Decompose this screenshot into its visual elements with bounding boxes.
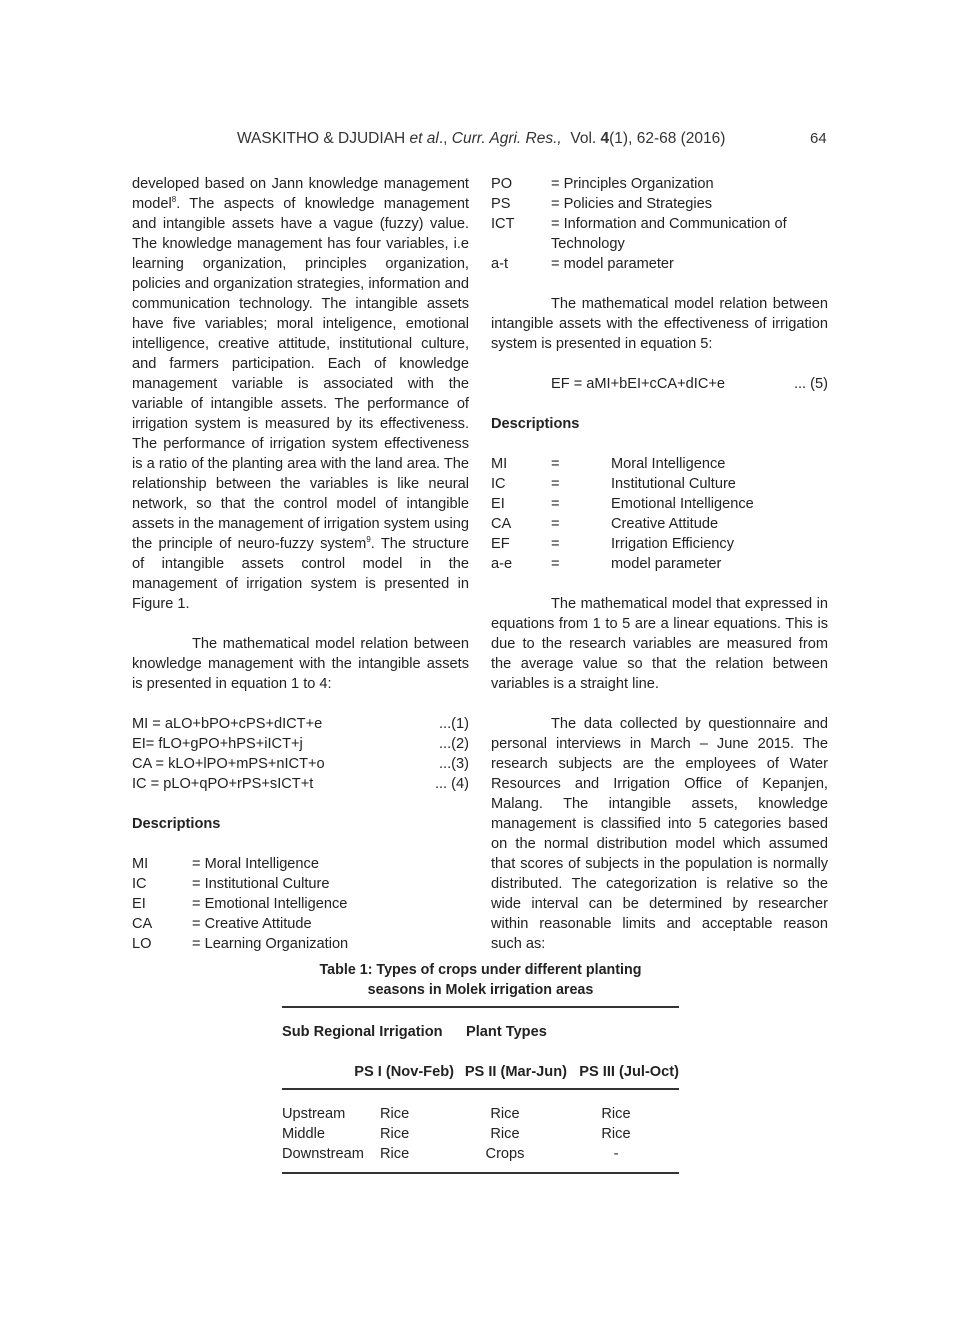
definition-row (491, 454, 828, 474)
table-row (282, 1144, 679, 1164)
left-column (132, 174, 469, 954)
definition-abbr: CA (491, 516, 512, 532)
definition-abbr: MI (132, 856, 149, 872)
table-row (282, 1124, 679, 1144)
crop-types-table (282, 960, 679, 1174)
table-row (282, 1104, 679, 1124)
definition-text: = Principles Organization (551, 176, 714, 192)
table-cell: Rice (380, 1126, 410, 1142)
table-caption (282, 960, 679, 1000)
table-caption-line-2: seasons in Molek irrigation areas (367, 982, 594, 998)
definition-text: = Learning Organization (192, 936, 349, 952)
equation-4 (132, 774, 469, 794)
left-paragraph-2: The mathematical model relation between knowledge management with the intangible assets is presented in equation 1 to 4: (132, 636, 469, 692)
definition-abbr: PS (491, 196, 511, 212)
definition-equals: = (551, 516, 560, 532)
table-cell-region: Middle (282, 1126, 325, 1142)
table-cell: Rice (380, 1146, 410, 1162)
header-journal: Curr. Agri. Res., (451, 130, 562, 147)
definition-row (132, 874, 469, 894)
definition-row (491, 494, 828, 514)
right-paragraph-2: The mathematical model that expressed in equations from 1 to 5 are a linear equations. This is due to the research variables are measured from the average value so that the relation between variables is a straight line. (491, 596, 828, 692)
definition-abbr: LO (132, 936, 152, 952)
header-vol-num: 4 (600, 130, 610, 147)
left-para1-text-b: . The aspects of knowledge management and intangible assets have a vague (fuzzy) value. The knowledge management has four variables, i.e learning organization, principles organization, policies and organization strategies, information and communication technology. The intangible assets have five variables; moral inteligence, emotional intelligence, creative attitude, institutional culture, and farmers participation. Each of knowledge management variable is associated with the variable of intangible assets. The performance of irrigation system is measured by its effectiveness. The performance of irrigation system effectiveness is a ratio of the planting area with the land area. The relationship between the variables is like neural network, so that the control model of intangible assets in the management of irrigation system using the principle of neuro-fuzzy system (132, 196, 469, 552)
equation-1 (132, 714, 469, 734)
definition-equals: = (551, 496, 560, 512)
header-vol-prefix: Vol. (570, 130, 597, 147)
equation-expr: EF = aMI+bEI+cCA+dIC+e (551, 376, 725, 392)
definition-abbr: EI (491, 496, 505, 512)
definition-text: = Moral Intelligence (192, 856, 319, 872)
table-subheader-ps3: PS III (Jul-Oct) (579, 1064, 679, 1080)
definition-abbr: MI (491, 456, 508, 472)
definition-row (491, 174, 828, 194)
definition-abbr: ICT (491, 216, 515, 232)
equation-number: ... (4) (434, 776, 469, 792)
definition-abbr: EF (491, 536, 510, 552)
equation-5 (491, 374, 828, 394)
definition-equals: = (551, 556, 560, 572)
table-cell: Rice (490, 1106, 520, 1122)
definition-row (491, 554, 828, 574)
equation-expr: IC = pLO+qPO+rPS+sICT+t (132, 776, 314, 792)
definition-row (132, 914, 469, 934)
equation-expr: EI= fLO+gPO+hPS+iICT+j (132, 736, 303, 752)
right-paragraph-3: The data collected by questionnaire and personal interviews in March – June 2015. The research subjects are the employees of Water Resources and Irrigation Office of Kepanjen, Malang. The intangible assets, knowledge management is classified into 5 categories based on the normal distribution model which assumed that scores of subjects in the population is normally distributed. The categorization is relative so the wide interval can be determined by researcher within reasonable limits and acceptable reason such as: (491, 716, 828, 952)
definition-text: Institutional Culture (611, 476, 736, 492)
definition-row (491, 534, 828, 554)
left-para1-text-c: . The structure of intangible assets control model in the management of irrigation system is presented in Figure 1. (132, 536, 469, 612)
definition-row (132, 934, 469, 954)
equation-list (132, 714, 469, 794)
definition-list (132, 854, 469, 954)
definition-row (491, 254, 828, 274)
definition-text: Creative Attitude (611, 516, 719, 532)
table-cell: - (613, 1146, 619, 1162)
running-title: WASKITHO & DJUDIAH et al., Curr. Agri. Res., Vol. 4(1), 62-68 (2016) (237, 130, 726, 147)
reference-8: 8 (171, 195, 177, 205)
table-cell: Rice (601, 1106, 631, 1122)
left-paragraph-1 (132, 174, 469, 614)
page-number: 64 (810, 130, 827, 147)
definition-text: = Institutional Culture (192, 876, 330, 892)
definition-abbr: EI (132, 896, 146, 912)
descriptions-heading: Descriptions (132, 816, 221, 832)
definition-text: Emotional Intelligence (611, 496, 754, 512)
reference-9: 9 (366, 535, 371, 545)
table-subheader-row (282, 1062, 679, 1082)
table-subheader-ps2: PS II (Mar-Jun) (464, 1064, 567, 1080)
table-header-region: Sub Regional Irrigation (282, 1024, 443, 1040)
definition-text: = Policies and Strategies (551, 196, 713, 212)
left-para1-text-a: developed based on Jann knowledge management model (132, 176, 469, 212)
table-cell-region: Downstream (282, 1146, 364, 1162)
running-header (0, 129, 960, 151)
right-column (491, 174, 828, 954)
table-cell-region: Upstream (282, 1106, 346, 1122)
table-caption-line-1: Table 1: Types of crops under different planting (319, 962, 642, 978)
equation-number: ...(1) (439, 716, 469, 732)
definition-text: = Emotional Intelligence (192, 896, 348, 912)
definition-row (491, 214, 828, 254)
definition-row (491, 474, 828, 494)
header-vol-rest: (1), 62-68 (2016) (609, 130, 726, 147)
definition-row (491, 514, 828, 534)
table-bottom-rule (282, 1172, 679, 1174)
definition-equals: = (551, 476, 560, 492)
table-header-row (282, 1022, 679, 1042)
definition-abbr: a-t (491, 256, 509, 272)
definition-abbr: a-e (491, 556, 513, 572)
right-paragraph-1: The mathematical model relation between intangible assets with the effectiveness of irrigation system is presented in equation 5: (491, 296, 828, 352)
table-cell: Rice (380, 1106, 410, 1122)
equation-number: ...(3) (439, 756, 469, 772)
definition-list-top (491, 174, 828, 274)
definition-text: = Information and Communication of Technology (551, 216, 787, 252)
equation-number: ... (5) (793, 376, 828, 392)
equation-expr: CA = kLO+lPO+mPS+nICT+o (132, 756, 325, 772)
definition-row (132, 854, 469, 874)
definition-abbr: IC (491, 476, 506, 492)
definition-row (491, 194, 828, 214)
definition-equals: = (551, 536, 560, 552)
definition-text: model parameter (611, 556, 722, 572)
equation-2 (132, 734, 469, 754)
equation-number: ...(2) (439, 736, 469, 752)
table-cell: Rice (601, 1126, 631, 1142)
table-subheader-ps1: PS I (Nov-Feb) (354, 1064, 454, 1080)
definition-text: Moral Intelligence (611, 456, 726, 472)
table-cell: Crops (485, 1146, 525, 1162)
descriptions-heading: Descriptions (491, 416, 580, 432)
definition-text: Irrigation Efficiency (611, 536, 735, 552)
definition-list (491, 454, 828, 574)
equation-3 (132, 754, 469, 774)
header-authors: WASKITHO & DJUDIAH (237, 130, 406, 147)
definition-equals: = (551, 456, 560, 472)
definition-abbr: IC (132, 876, 147, 892)
table-header-plant-types: Plant Types (466, 1024, 547, 1040)
header-etal: et al (409, 130, 439, 147)
definition-abbr: CA (132, 916, 153, 932)
definition-row (132, 894, 469, 914)
equation-expr: MI = aLO+bPO+cPS+dICT+e (132, 716, 323, 732)
definition-text: = Creative Attitude (192, 916, 312, 932)
table-cell: Rice (490, 1126, 520, 1142)
definition-text: = model parameter (551, 256, 674, 272)
definition-abbr: PO (491, 176, 513, 192)
